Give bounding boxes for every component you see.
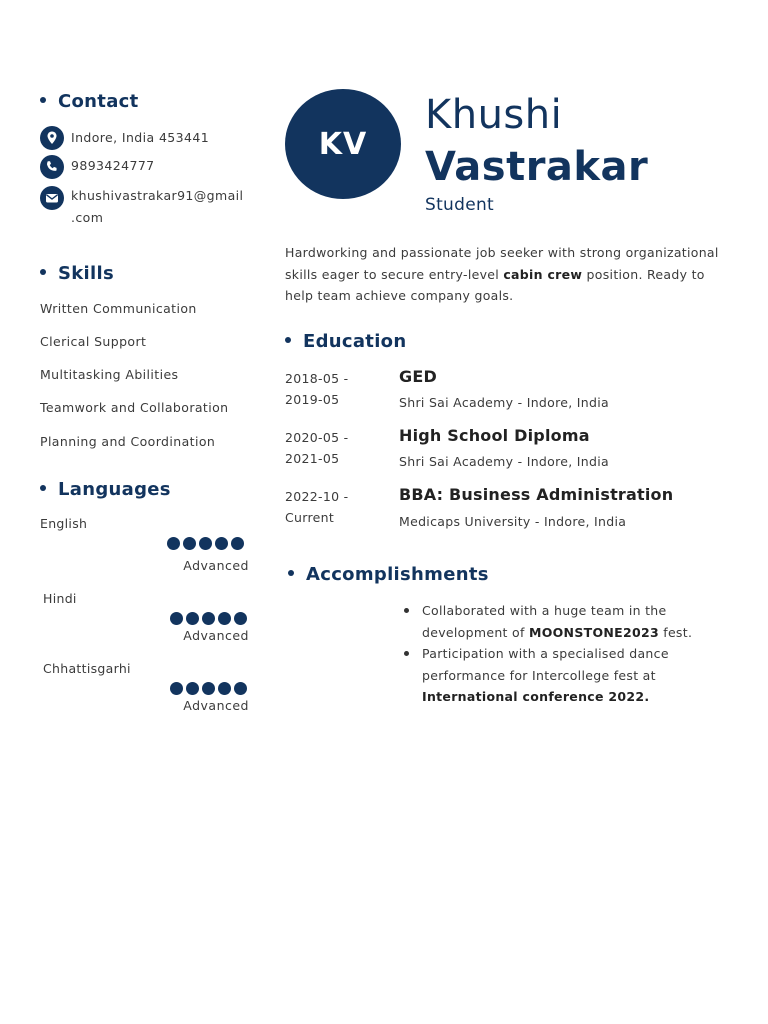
location-pin-icon — [40, 126, 64, 150]
language-name: English — [40, 516, 88, 531]
education-date-end: Current — [285, 510, 335, 525]
education-school: Medicaps University - Indore, India — [399, 514, 627, 529]
language-level: Advanced — [183, 628, 249, 643]
accomplishment-highlight: International conference 2022. — [422, 689, 650, 704]
accomplishments-heading — [288, 564, 489, 585]
skill-item: Teamwork and Collaboration — [40, 400, 229, 415]
last-name: Vastrakar — [425, 144, 649, 190]
profile-summary — [285, 242, 735, 307]
education-date-end: 2021-05 — [285, 451, 340, 466]
bullet-icon — [40, 269, 46, 275]
contact-heading-text: Contact — [58, 91, 139, 112]
avatar-initials: KV — [285, 89, 401, 199]
bullet-icon — [285, 337, 291, 343]
education-date-start: 2020-05 - — [285, 430, 349, 445]
accomplishments-list — [402, 600, 712, 708]
language-name: Chhattisgarhi — [43, 661, 131, 676]
phone-icon — [40, 155, 64, 179]
education-heading — [285, 331, 406, 352]
skills-heading — [40, 263, 114, 284]
education-date — [285, 486, 348, 528]
education-degree: BBA: Business Administration — [399, 485, 674, 504]
education-date — [285, 427, 348, 469]
accomplishment-text: Collaborated with a huge team in the development of — [422, 603, 667, 640]
language-rating-dots — [170, 610, 250, 624]
education-school: Shri Sai Academy - Indore, India — [399, 454, 609, 469]
bullet-icon — [40, 97, 46, 103]
skill-item: Written Communication — [40, 301, 197, 316]
education-date — [285, 368, 348, 410]
summary-text: Hardworking and passionate job seeker with strong organizational skills eager to secure entry-level — [285, 245, 719, 282]
language-level: Advanced — [183, 558, 249, 573]
email-icon — [40, 186, 64, 210]
summary-highlight: cabin crew — [503, 266, 583, 282]
list-item — [402, 600, 712, 643]
contact-email-line2[interactable]: .com — [71, 210, 104, 225]
role-title: Student — [425, 195, 495, 215]
summary-text-end: position. Ready to help team achieve company goals. — [285, 266, 705, 303]
language-name: Hindi — [43, 591, 77, 606]
education-date-start: 2018-05 - — [285, 371, 349, 386]
list-item — [402, 643, 712, 708]
education-date-start: 2022-10 - — [285, 489, 349, 504]
bullet-icon — [40, 485, 46, 491]
contact-heading — [40, 91, 139, 112]
accomplishment-text: Participation with a specialised dance performance for Intercollege fest at — [422, 646, 669, 683]
skill-item: Multitasking Abilities — [40, 367, 179, 382]
bullet-icon — [288, 570, 294, 576]
contact-email-line1[interactable]: khushivastrakar91@gmail — [71, 188, 244, 203]
accomplishment-highlight: MOONSTONE2023 — [528, 624, 659, 640]
accomplishment-text-end: fest. — [658, 624, 693, 640]
language-rating-dots — [170, 680, 250, 694]
education-school: Shri Sai Academy - Indore, India — [399, 395, 609, 410]
contact-address: Indore, India 453441 — [71, 130, 210, 145]
language-level: Advanced — [183, 698, 249, 713]
education-degree: High School Diploma — [399, 426, 590, 445]
education-date-end: 2019-05 — [285, 392, 340, 407]
contact-phone[interactable]: 9893424777 — [71, 158, 155, 173]
skill-item: Clerical Support — [40, 334, 147, 349]
education-heading-text: Education — [303, 331, 407, 352]
skill-item: Planning and Coordination — [40, 434, 216, 449]
languages-heading — [40, 479, 171, 500]
first-name: Khushi — [425, 92, 563, 138]
accomplishments-heading-text: Accomplishments — [306, 564, 489, 585]
languages-heading-text: Languages — [58, 479, 171, 500]
skills-heading-text: Skills — [58, 263, 114, 284]
education-degree: GED — [399, 367, 437, 386]
language-rating-dots — [167, 535, 247, 549]
